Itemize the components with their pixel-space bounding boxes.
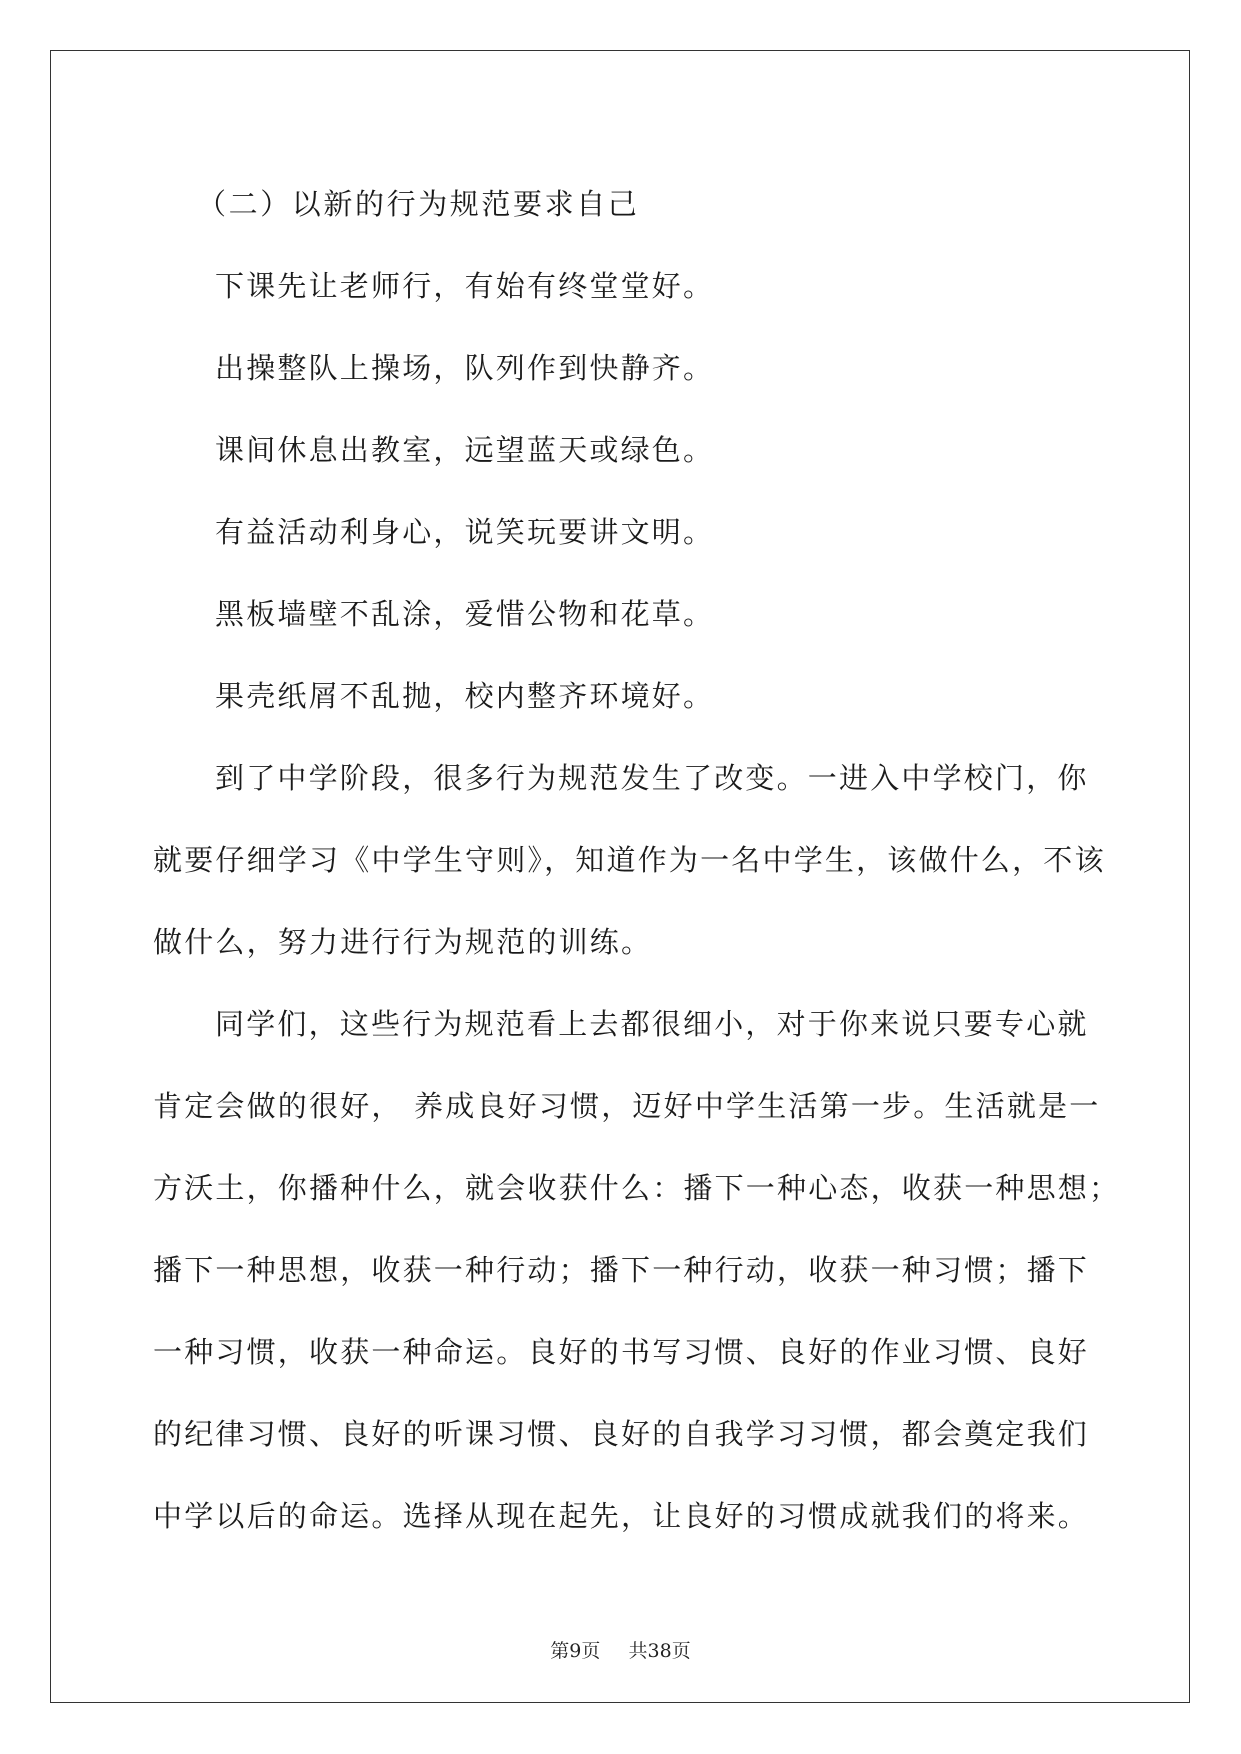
paragraph-line: 中学以后的命运。选择从现在起先，让良好的习惯成就我们的将来。 xyxy=(153,1499,1090,1533)
document-body xyxy=(153,163,1121,1557)
paragraph-line: 的纪律习惯、良好的听课习惯、良好的自我学习习惯，都会奠定我们 xyxy=(153,1417,1090,1451)
page-total: 共38页 xyxy=(628,1640,691,1662)
verse-line: 有益活动利身心，说笑玩要讲文明。 xyxy=(215,515,715,549)
paragraph-line: 就要仔细学习《中学生守则》，知道作为一名中学生，该做什么，不该 xyxy=(153,843,1106,877)
paragraph-line: 同学们，这些行为规范看上去都很细小，对于你来说只要专心就 xyxy=(215,1007,1089,1041)
verse-line: 出操整队上操场，队列作到快静齐。 xyxy=(215,351,715,385)
page-number: 第9页 xyxy=(550,1640,601,1662)
verse-line: 课间休息出教室，远望蓝天或绿色。 xyxy=(215,433,715,467)
section-heading: （二）以新的行为规范要求自己 xyxy=(197,187,640,221)
paragraph-line: 肯定会做的很好， 养成良好习惯，迈好中学生活第一步。生活就是一 xyxy=(153,1089,1101,1123)
paragraph-line: 一种习惯，收获一种命运。良好的书写习惯、良好的作业习惯、良好 xyxy=(153,1335,1090,1369)
verse-line: 下课先让老师行，有始有终堂堂好。 xyxy=(215,269,715,303)
page-footer xyxy=(0,1636,1241,1663)
paragraph-line: 到了中学阶段，很多行为规范发生了改变。一进入中学校门，你 xyxy=(215,761,1089,795)
verse-line: 黑板墙壁不乱涂，爱惜公物和花草。 xyxy=(215,597,715,631)
paragraph-line: 做什么，努力进行行为规范的训练。 xyxy=(153,925,653,959)
paragraph-2 xyxy=(153,983,1121,1557)
paragraph-line: 播下一种思想，收获一种行动；播下一种行动，收获一种习惯；播下 xyxy=(153,1253,1090,1287)
paragraph-line: 方沃土，你播种什么，就会收获什么：播下一种心态，收获一种思想； xyxy=(153,1171,1121,1205)
verse-line: 果壳纸屑不乱抛，校内整齐环境好。 xyxy=(215,679,715,713)
paragraph-1 xyxy=(153,737,1106,983)
